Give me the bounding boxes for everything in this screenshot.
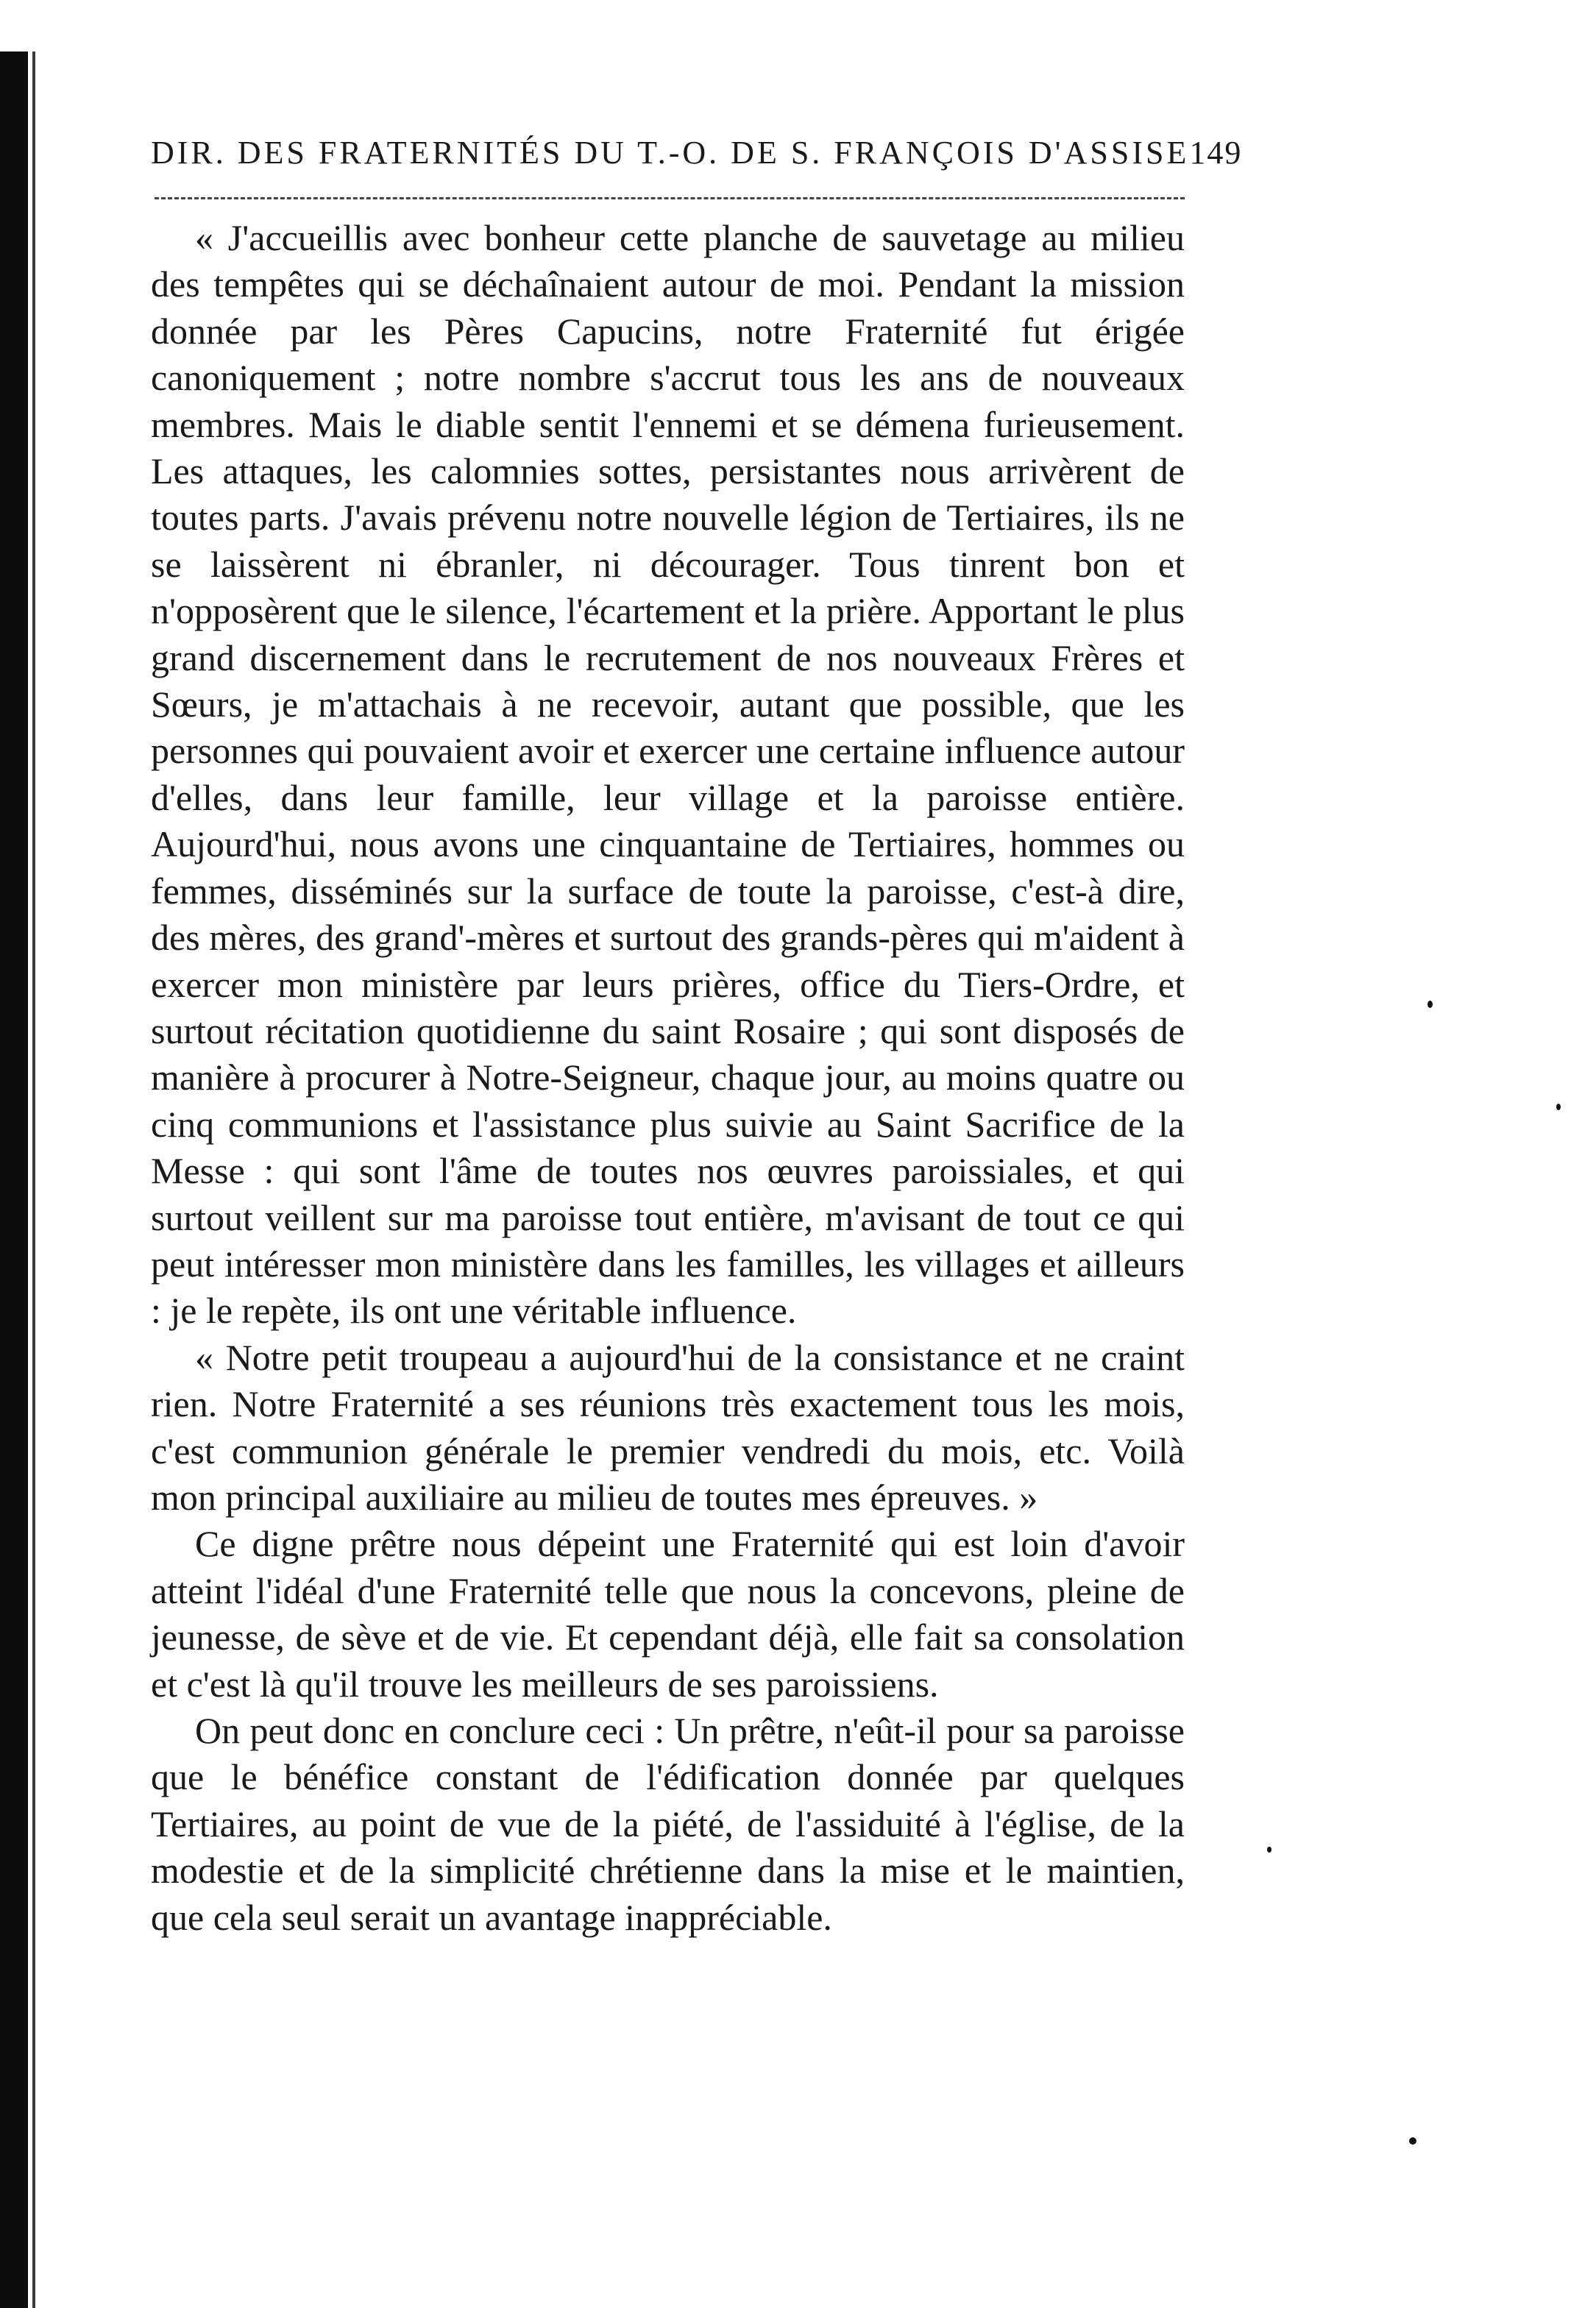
paragraph-commentary: Ce digne prêtre nous dépeint une Fraternité qui est loin d'avoir atteint l'idéal d'une Fraternité telle que nous la concevons, pleine de jeunesse, de sève et de vie. Et cependant déjà, elle fait sa consolation et c'est là qu'il trouve les meilleurs de ses paroissiens. (151, 1523, 1185, 1705)
scan-speck (1556, 1104, 1561, 1110)
body-text (151, 215, 1185, 1941)
paragraph-letter-part-1: « J'accueillis avec bonheur cette planche de sauvetage au milieu des tempêtes qui se déchaînaient autour de moi. Pendant la mission donnée par les Pères Capucins, notre Fraternité fut érigée canoniquement ; notre nombre s'accrut tous les ans de nouveaux membres. Mais le diable sentit l'ennemi et se démena furieusement. Les attaques, les calomnies sottes, persistantes nous arrivèrent de toutes parts. J'avais prévenu notre nouvelle légion de Tertiaires, ils ne se laissèrent ni ébranler, ni décourager. Tous tinrent bon et n'opposèrent que le silence, l'écartement et la prière. Apportant le plus grand discernement dans le recrutement de nos nouveaux Frères et Sœurs, je m'attachais à ne recevoir, autant que possible, que les personnes qui pouvaient avoir et exercer une certaine influence autour d'elles, dans leur famille, leur village et la paroisse entière. Aujourd'hui, nous avons une cinquantaine de Tertiaires, hommes ou femmes, disséminés sur la surface de toute la paroisse, c'est-à dire, des mères, des grand'-mères et surtout des grands-pères qui m'aident à exercer mon ministère par leurs prières, office du Tiers-Ordre, et surtout récitation quotidienne du saint Rosaire ; qui sont disposés de manière à procurer à Notre-Seigneur, chaque jour, au moins quatre ou cinq communions et l'assistance plus suivie au Saint Sacrifice de la Messe : qui sont l'âme de toutes nos œuvres paroissiales, et qui surtout veillent sur ma paroisse tout entière, m'avisant de tout ce qui peut intéresser mon ministère dans les familles, les villages et ailleurs : je le repète, ils ont une véritable influence. (151, 217, 1185, 1332)
page-header (151, 134, 1243, 171)
page-number: 149 (1189, 135, 1243, 171)
header-rule (155, 197, 1185, 199)
scan-speck (1427, 1001, 1433, 1008)
scan-speck (1409, 2137, 1416, 2145)
paragraph-conclusion: On peut donc en conclure ceci : Un prêtre, n'eût-il pour sa paroisse que le bénéfice constant de l'édification donnée par quelques Tertiaires, au point de vue de la piété, de l'assiduité à l'église, de la modestie et de la simplicité chrétienne dans la mise et le maintien, que cela seul serait un avantage inappréciable. (151, 1710, 1185, 1938)
scan-binding-line (32, 52, 35, 2308)
running-title: DIR. DES FRATERNITÉS DU T.-O. DE S. FRANÇOIS D'ASSISE (151, 135, 1190, 171)
scan-speck (1267, 1847, 1272, 1853)
paragraph-letter-part-2: « Notre petit troupeau a aujourd'hui de la consistance et ne craint rien. Notre Fraternité a ses réunions très exactement tous les mois, c'est communion générale le premier vendredi du mois, etc. Voilà mon principal auxiliaire au milieu de toutes mes épreuves. » (151, 1336, 1185, 1518)
scan-binding-edge (0, 52, 28, 2308)
